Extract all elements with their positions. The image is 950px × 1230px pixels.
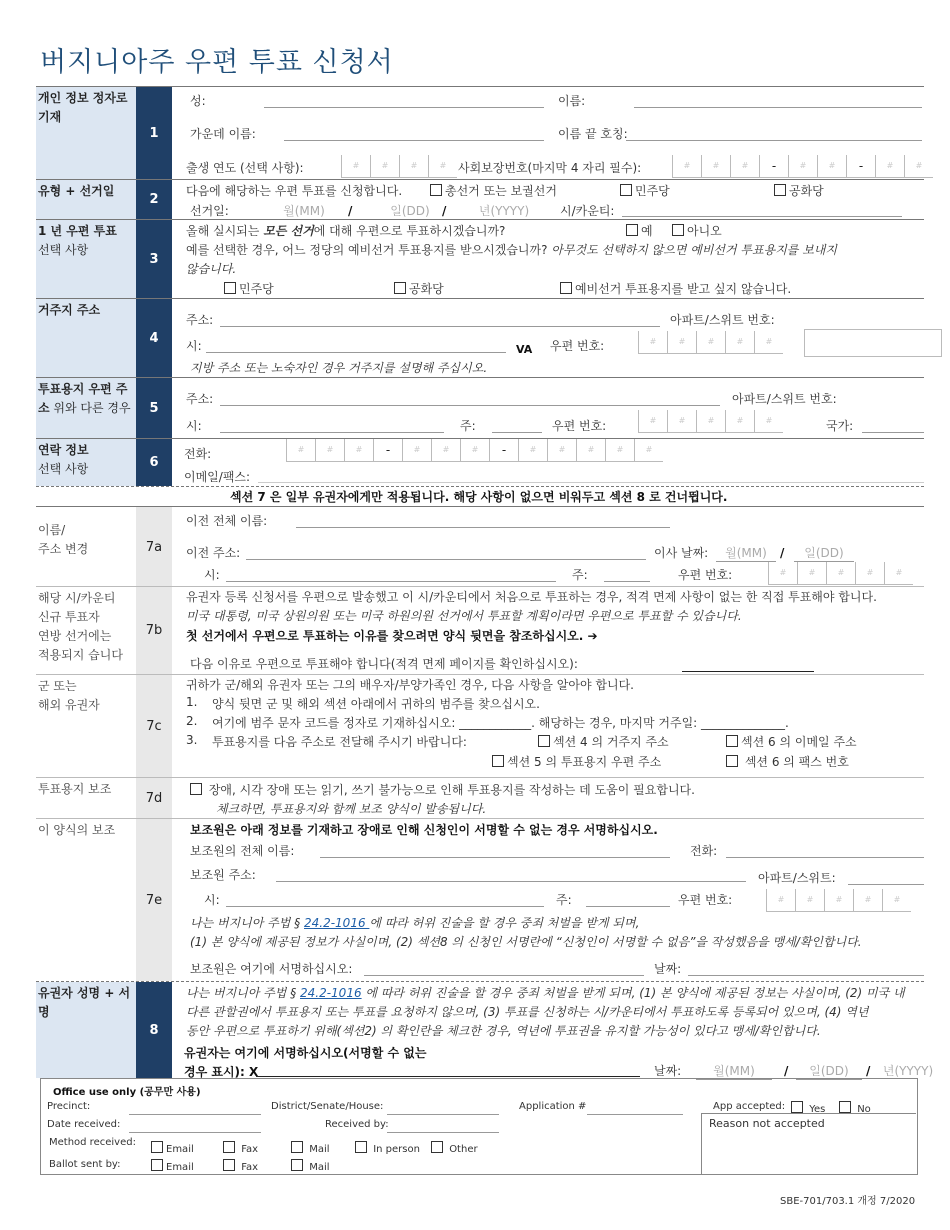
previous-zip-boxes[interactable]: # # # # # xyxy=(768,562,913,585)
section-label: 유권자 성명 + 서명 xyxy=(36,982,136,1078)
section-label: 투표용지 우편 주소 위와 다른 경우 xyxy=(36,378,136,438)
previous-city-label: 시: xyxy=(204,568,220,582)
assistant-date-field[interactable] xyxy=(688,975,924,976)
district-field[interactable] xyxy=(387,1114,499,1115)
section-number: 7b xyxy=(136,587,172,674)
last-name-label: 성: xyxy=(190,94,206,108)
section-7b xyxy=(36,587,924,674)
item-number: 2. xyxy=(186,714,198,728)
office-title: Office use only (공무만 사용) xyxy=(53,1087,201,1098)
annual-question: 올해 실시되는 모든 선거에 대해 우편으로 투표하시겠습니까? xyxy=(186,224,506,238)
mailing-city-field[interactable] xyxy=(220,432,444,433)
date-received-label: Date received: xyxy=(47,1119,121,1130)
mailing-zip-label: 우편 번호: xyxy=(552,419,607,433)
checkbox[interactable] xyxy=(430,184,442,196)
section-6 xyxy=(36,439,924,486)
page-title: 버지니아주 우편 투표 신청서 xyxy=(40,47,394,78)
method-fax[interactable]: Fax xyxy=(223,1141,258,1155)
section-number: 2 xyxy=(136,180,172,219)
previous-zip-label: 우편 번호: xyxy=(678,568,733,582)
checkbox[interactable] xyxy=(839,1101,851,1113)
ssn-boxes[interactable]: # # # - # # - # # xyxy=(672,155,933,178)
section-1 xyxy=(36,87,924,179)
item-number: 3. xyxy=(186,733,198,747)
section-label: 이름/ 주소 변경 xyxy=(36,507,136,587)
reason-field[interactable] xyxy=(682,671,814,672)
democratic-option[interactable]: 민주당 xyxy=(620,182,670,199)
slash: / xyxy=(442,204,447,218)
checkbox[interactable] xyxy=(672,224,684,236)
section-label: 유형 + 선거일 xyxy=(36,180,136,219)
email-field[interactable] xyxy=(258,482,924,483)
voter-oath-2: 다른 관할권에서 투표용지 또는 투표를 요청하지 않으며, (3) 투표를 신청하는 시/카운티에서 투표하도록 등록되어 있으며, (4) 역년 xyxy=(186,1005,869,1019)
section-7d xyxy=(36,778,924,818)
assistant-name-field[interactable] xyxy=(320,857,670,858)
checkbox[interactable] xyxy=(431,1141,443,1153)
section-5 xyxy=(36,378,924,438)
voter-month[interactable]: 월(MM) xyxy=(696,1062,772,1080)
assistant-phone-label: 전화: xyxy=(690,844,718,858)
military-step-3: 투표용지를 다음 주소로 전달해 주시기 바랍니다: xyxy=(212,735,467,749)
item-number: 1. xyxy=(186,695,198,709)
sent-email[interactable]: Email xyxy=(151,1159,194,1173)
ssn-label: 사회보장번호(마지막 4 자리 필수): xyxy=(458,161,642,175)
move-day[interactable]: 일(DD) xyxy=(794,544,854,562)
annual-no-option[interactable]: 아니오 xyxy=(672,222,722,239)
state-va: VA xyxy=(516,343,533,356)
assistant-city-label: 시: xyxy=(204,893,220,907)
phone-boxes[interactable]: # # # - # # # - # # # # # xyxy=(286,439,663,462)
checkbox[interactable] xyxy=(626,224,638,236)
residence-city-label: 시: xyxy=(186,339,202,353)
residence-city-field[interactable] xyxy=(206,352,506,353)
checkbox[interactable] xyxy=(791,1101,803,1113)
section-7c xyxy=(36,675,924,777)
middle-name-label: 가운데 이름: xyxy=(190,127,256,141)
method-label: Method received: xyxy=(49,1137,136,1148)
move-month[interactable]: 월(MM) xyxy=(716,544,776,562)
primary-democratic-option[interactable]: 민주당 xyxy=(224,280,274,297)
section-label: 연락 정보 선택 사항 xyxy=(36,439,136,486)
checkbox[interactable] xyxy=(492,755,504,767)
mailing-state-field[interactable] xyxy=(492,432,542,433)
birth-year-boxes[interactable]: # # # # xyxy=(341,155,457,178)
district-label: District/Senate/House: xyxy=(271,1101,384,1112)
assistant-address-label: 보조원 주소: xyxy=(190,868,256,882)
section-8 xyxy=(36,982,934,1079)
residence-apt-box[interactable] xyxy=(804,329,942,357)
primary-question-cont: 않습니다. xyxy=(186,262,237,276)
section-number: 5 xyxy=(136,378,172,438)
sent-label: Ballot sent by: xyxy=(49,1159,121,1170)
voter-oath-3: 동안 우편으로 투표하기 위해(섹션2) 의 확인란을 체크한 경우, 역년에 투표권을 유지할 가능성이 있다고 맹세/확인합니다. xyxy=(186,1024,821,1038)
application-label: Application # xyxy=(519,1101,587,1112)
mailing-country-field[interactable] xyxy=(862,432,924,433)
received-by-field[interactable] xyxy=(387,1132,499,1133)
reason-label: 다음 이유로 우편으로 투표해야 합니다(적격 면제 페이지를 확인하십시오): xyxy=(190,657,578,671)
method-in-person[interactable]: In person xyxy=(355,1141,420,1155)
section-number: 3 xyxy=(136,220,172,298)
slash: / xyxy=(780,546,785,560)
section-label: 거주지 주소 xyxy=(36,299,136,377)
first-time-voter-text: 유권자 등록 신청서를 우편으로 발송했고 이 시/카운티에서 처음으로 투표하는 경우, 적격 면제 사항이 없는 한 직접 투표해야 합니다. xyxy=(186,590,877,604)
suffix-label: 이름 끝 호칭: xyxy=(558,127,628,141)
section-number: 4 xyxy=(136,299,172,377)
forward-fax-option[interactable]: 섹션 6 의 팩스 번호 xyxy=(726,753,849,770)
section-number: 7d xyxy=(136,778,172,818)
accepted-label: App accepted: xyxy=(713,1101,786,1112)
mailing-zip-boxes[interactable]: # # # # # xyxy=(638,410,783,433)
residence-address-field[interactable] xyxy=(220,326,660,327)
primary-question: 예를 선택한 경우, 어느 정당의 예비선거 투표용지를 받으시겠습니까? 아무것도 선택하지 않으면 예비선거 투표용지를 보내지 xyxy=(186,243,837,257)
statute-link[interactable]: 24.2-1016 xyxy=(304,916,370,930)
move-date-label: 이사 날짜: xyxy=(654,546,709,560)
military-intro: 귀하가 군/해외 유권자 또는 그의 배우자/부양가족인 경우, 다음 사항을 알아야 합니다. xyxy=(186,678,634,692)
section-2 xyxy=(36,180,924,219)
primary-republican-option[interactable]: 공화당 xyxy=(394,280,444,297)
county-field[interactable] xyxy=(622,216,902,217)
checkbox[interactable] xyxy=(726,735,738,747)
previous-address-label: 이전 주소: xyxy=(186,546,241,560)
section-7e xyxy=(36,819,924,981)
checkbox[interactable] xyxy=(223,1141,235,1153)
checkbox[interactable] xyxy=(224,282,236,294)
voter-year[interactable]: 년(YYYY) xyxy=(882,1064,934,1078)
middle-name-field[interactable] xyxy=(284,140,544,141)
method-mail[interactable]: Mail xyxy=(291,1141,330,1155)
checkbox[interactable] xyxy=(355,1141,367,1153)
checkbox[interactable] xyxy=(151,1159,163,1171)
section-label: 투표용지 보조 xyxy=(36,778,136,818)
birth-year-label: 출생 연도 (선택 사항): xyxy=(186,161,304,175)
checkbox[interactable] xyxy=(538,735,550,747)
first-name-label: 이름: xyxy=(558,94,586,108)
reason-label: Reason not accepted xyxy=(709,1117,825,1130)
section-number: 7c xyxy=(136,675,172,777)
voter-signature-field[interactable] xyxy=(256,1076,640,1077)
checkbox[interactable] xyxy=(223,1159,235,1171)
type-intro: 다음에 해당하는 우편 투표를 신청합니다. xyxy=(186,184,403,198)
assistant-state-label: 주: xyxy=(556,893,572,907)
voter-sign-label: 유권자는 여기에 서명하십시오(서명할 수 없는 xyxy=(184,1046,427,1060)
previous-name-label: 이전 전체 이름: xyxy=(186,514,268,528)
annual-yes-option[interactable]: 예 xyxy=(626,222,653,239)
voter-oath-1: 나는 버지니아 주법 § 24.2-1016 에 따라 허위 진술을 할 경우 중죄 처벌을 받게 되며, (1) 본 양식에 제공된 정보는 사실이며, (2) 미국 내 xyxy=(186,986,905,1000)
section-label: 군 또는 해외 유권자 xyxy=(36,675,136,777)
statute-link[interactable]: 24.2-1016 xyxy=(300,986,362,1000)
email-label: 이메일/팩스: xyxy=(184,470,251,484)
assistance-note: 체크하면, 투표용지와 함께 보조 양식이 발송됩니다. xyxy=(216,802,487,816)
checkbox[interactable] xyxy=(774,184,786,196)
previous-state-label: 주: xyxy=(572,568,588,582)
military-step-2: 여기에 범주 문자 코드를 정자로 기재하십시오: ____________. 해당하는 경우, 마지막 거주일: ______________. xyxy=(212,716,789,730)
section-label: 1 년 우편 투표 선택 사항 xyxy=(36,220,136,298)
assistant-instruction: 보조원은 아래 정보를 기재하고 장애로 인해 신청인이 서명할 수 없는 경우 서명하십시오. xyxy=(190,823,658,837)
previous-name-field[interactable] xyxy=(296,527,670,528)
election-month[interactable]: 월(MM) xyxy=(268,202,340,220)
assistant-apt-label: 아파트/스위트: xyxy=(758,871,836,885)
date-received-field[interactable] xyxy=(129,1132,261,1133)
section-3 xyxy=(36,220,924,298)
voter-sign-label-2: 경우 표시): X xyxy=(184,1065,259,1079)
assistant-sign-label: 보조원은 여기에 서명하십시오: xyxy=(190,962,353,976)
previous-address-field[interactable] xyxy=(246,559,646,560)
application-field[interactable] xyxy=(587,1114,683,1115)
residence-apt-label: 아파트/스위트 번호: xyxy=(670,313,775,327)
precinct-field[interactable] xyxy=(129,1114,261,1115)
precinct-label: Precinct: xyxy=(47,1101,91,1112)
slash: / xyxy=(784,1064,789,1078)
mailing-state-label: 주: xyxy=(460,419,476,433)
assistant-signature-field[interactable] xyxy=(364,975,644,976)
received-by-label: Received by: xyxy=(325,1119,389,1130)
checkbox[interactable] xyxy=(291,1159,303,1171)
federal-election-text: 미국 대통령, 미국 상원의원 또는 미국 하원의원 선거에서 투표할 계획이라면 우편으로 투표할 수 있습니다. xyxy=(186,609,742,623)
assistant-apt-field[interactable] xyxy=(848,884,924,885)
assistant-date-label: 날짜: xyxy=(654,962,682,976)
section-label: 개인 정보 정자로 기재 xyxy=(36,87,136,179)
method-other[interactable]: Other xyxy=(431,1141,478,1155)
section-label: 이 양식의 보조 xyxy=(36,819,136,981)
rural-address-note: 지방 주소 또는 노숙자인 경우 거주지를 설명해 주십시오. xyxy=(190,361,488,375)
accepted-yes[interactable]: Yes xyxy=(791,1101,825,1115)
sent-mail[interactable]: Mail xyxy=(291,1159,330,1173)
section-number: 1 xyxy=(136,87,172,179)
first-name-field[interactable] xyxy=(634,107,922,108)
county-label: 시/카운티: xyxy=(560,204,615,218)
checkbox[interactable] xyxy=(190,783,202,795)
form-number: SBE-701/703.1 개정 7/2020 xyxy=(780,1196,916,1207)
republican-option[interactable]: 공화당 xyxy=(774,182,824,199)
forward-mailing-option[interactable]: 섹션 5 의 투표용지 우편 주소 xyxy=(492,753,661,770)
checkbox[interactable] xyxy=(726,755,738,767)
slash: / xyxy=(348,204,353,218)
voter-date-label: 날짜: xyxy=(654,1064,682,1078)
phone-label: 전화: xyxy=(184,447,212,461)
checkbox[interactable] xyxy=(394,282,406,294)
residence-zip-boxes[interactable]: # # # # # xyxy=(638,331,783,354)
mailing-address-label: 주소: xyxy=(186,392,214,406)
suffix-field[interactable] xyxy=(626,140,922,141)
assistant-state-field[interactable] xyxy=(586,906,670,907)
assistant-oath-2: (1) 본 양식에 제공된 정보가 사실이며, (2) 섹션8 의 신청인 서명란에 “신청인이 서명할 수 없음”을 작성했음을 맹세/확인합니다. xyxy=(190,935,862,949)
sent-fax[interactable]: Fax xyxy=(223,1159,258,1173)
assistant-name-label: 보조원의 전체 이름: xyxy=(190,844,295,858)
no-primary-option[interactable]: 예비선거 투표용지를 받고 싶지 않습니다. xyxy=(560,280,791,297)
election-year[interactable]: 년(YYYY) xyxy=(456,202,552,220)
residence-address-label: 주소: xyxy=(186,313,214,327)
section-label: 해당 시/카운티 신규 투표자 연방 선거에는 적용되지 습니다 xyxy=(36,587,136,674)
assistant-city-field[interactable] xyxy=(226,906,544,907)
office-use-box xyxy=(40,1078,918,1175)
checkbox[interactable] xyxy=(291,1141,303,1153)
accepted-no[interactable]: No xyxy=(839,1101,871,1115)
slash: / xyxy=(866,1064,871,1078)
section-number: 6 xyxy=(136,439,172,486)
voter-day[interactable]: 일(DD) xyxy=(796,1062,862,1080)
mailing-address-field[interactable] xyxy=(220,405,720,406)
assistant-zip-label: 우편 번호: xyxy=(678,893,733,907)
section-number: 7e xyxy=(136,819,172,981)
checkbox[interactable] xyxy=(151,1141,163,1153)
checkbox[interactable] xyxy=(620,184,632,196)
previous-state-field[interactable] xyxy=(604,581,650,582)
section-7-notice: 섹션 7 은 일부 유권자에게만 적용됩니다. 해당 사항이 없으면 비워두고 섹션 8 로 건너뜁니다. xyxy=(230,490,728,504)
checkbox[interactable] xyxy=(560,282,572,294)
last-name-field[interactable] xyxy=(264,107,544,108)
military-step-1: 양식 뒷면 군 및 해외 섹션 아래에서 귀하의 범주를 찾으십시오. xyxy=(212,697,540,711)
assistant-address-field[interactable] xyxy=(276,881,746,882)
see-back-text: 첫 선거에서 우편으로 투표하는 이유를 찾으려면 양식 뒷면을 참조하십시오. ➔ xyxy=(186,629,598,643)
general-election-option[interactable]: 총선거 또는 보궐선거 xyxy=(430,182,557,199)
assistant-oath: 나는 버지니아 주법 § 24.2-1016 에 따라 허위 진술을 할 경우 중죄 처벌을 받게 되며, xyxy=(190,916,640,930)
method-email[interactable]: Email xyxy=(151,1141,194,1155)
residence-zip-label: 우편 번호: xyxy=(550,339,605,353)
forward-email-option[interactable]: 섹션 6 의 이메일 주소 xyxy=(726,733,857,750)
assistant-zip-boxes[interactable]: # # # # # xyxy=(766,889,911,912)
section-7a xyxy=(36,507,924,587)
section-number: 7a xyxy=(136,507,172,587)
assistance-option[interactable]: 장애, 시각 장애 또는 읽기, 쓰기 불가능으로 인해 투표용지를 작성하는 데 도움이 필요합니다. xyxy=(190,781,695,798)
mailing-country-label: 국가: xyxy=(826,419,854,433)
assistant-phone-field[interactable] xyxy=(726,857,924,858)
previous-city-field[interactable] xyxy=(226,581,556,582)
election-date-label: 선거일: xyxy=(190,204,229,218)
section-number: 8 xyxy=(136,982,172,1078)
election-day[interactable]: 일(DD) xyxy=(380,202,440,220)
forward-residence-option[interactable]: 섹션 4 의 거주지 주소 xyxy=(538,733,669,750)
mailing-city-label: 시: xyxy=(186,419,202,433)
section-4 xyxy=(36,299,924,377)
mailing-apt-label: 아파트/스위트 번호: xyxy=(732,392,837,406)
